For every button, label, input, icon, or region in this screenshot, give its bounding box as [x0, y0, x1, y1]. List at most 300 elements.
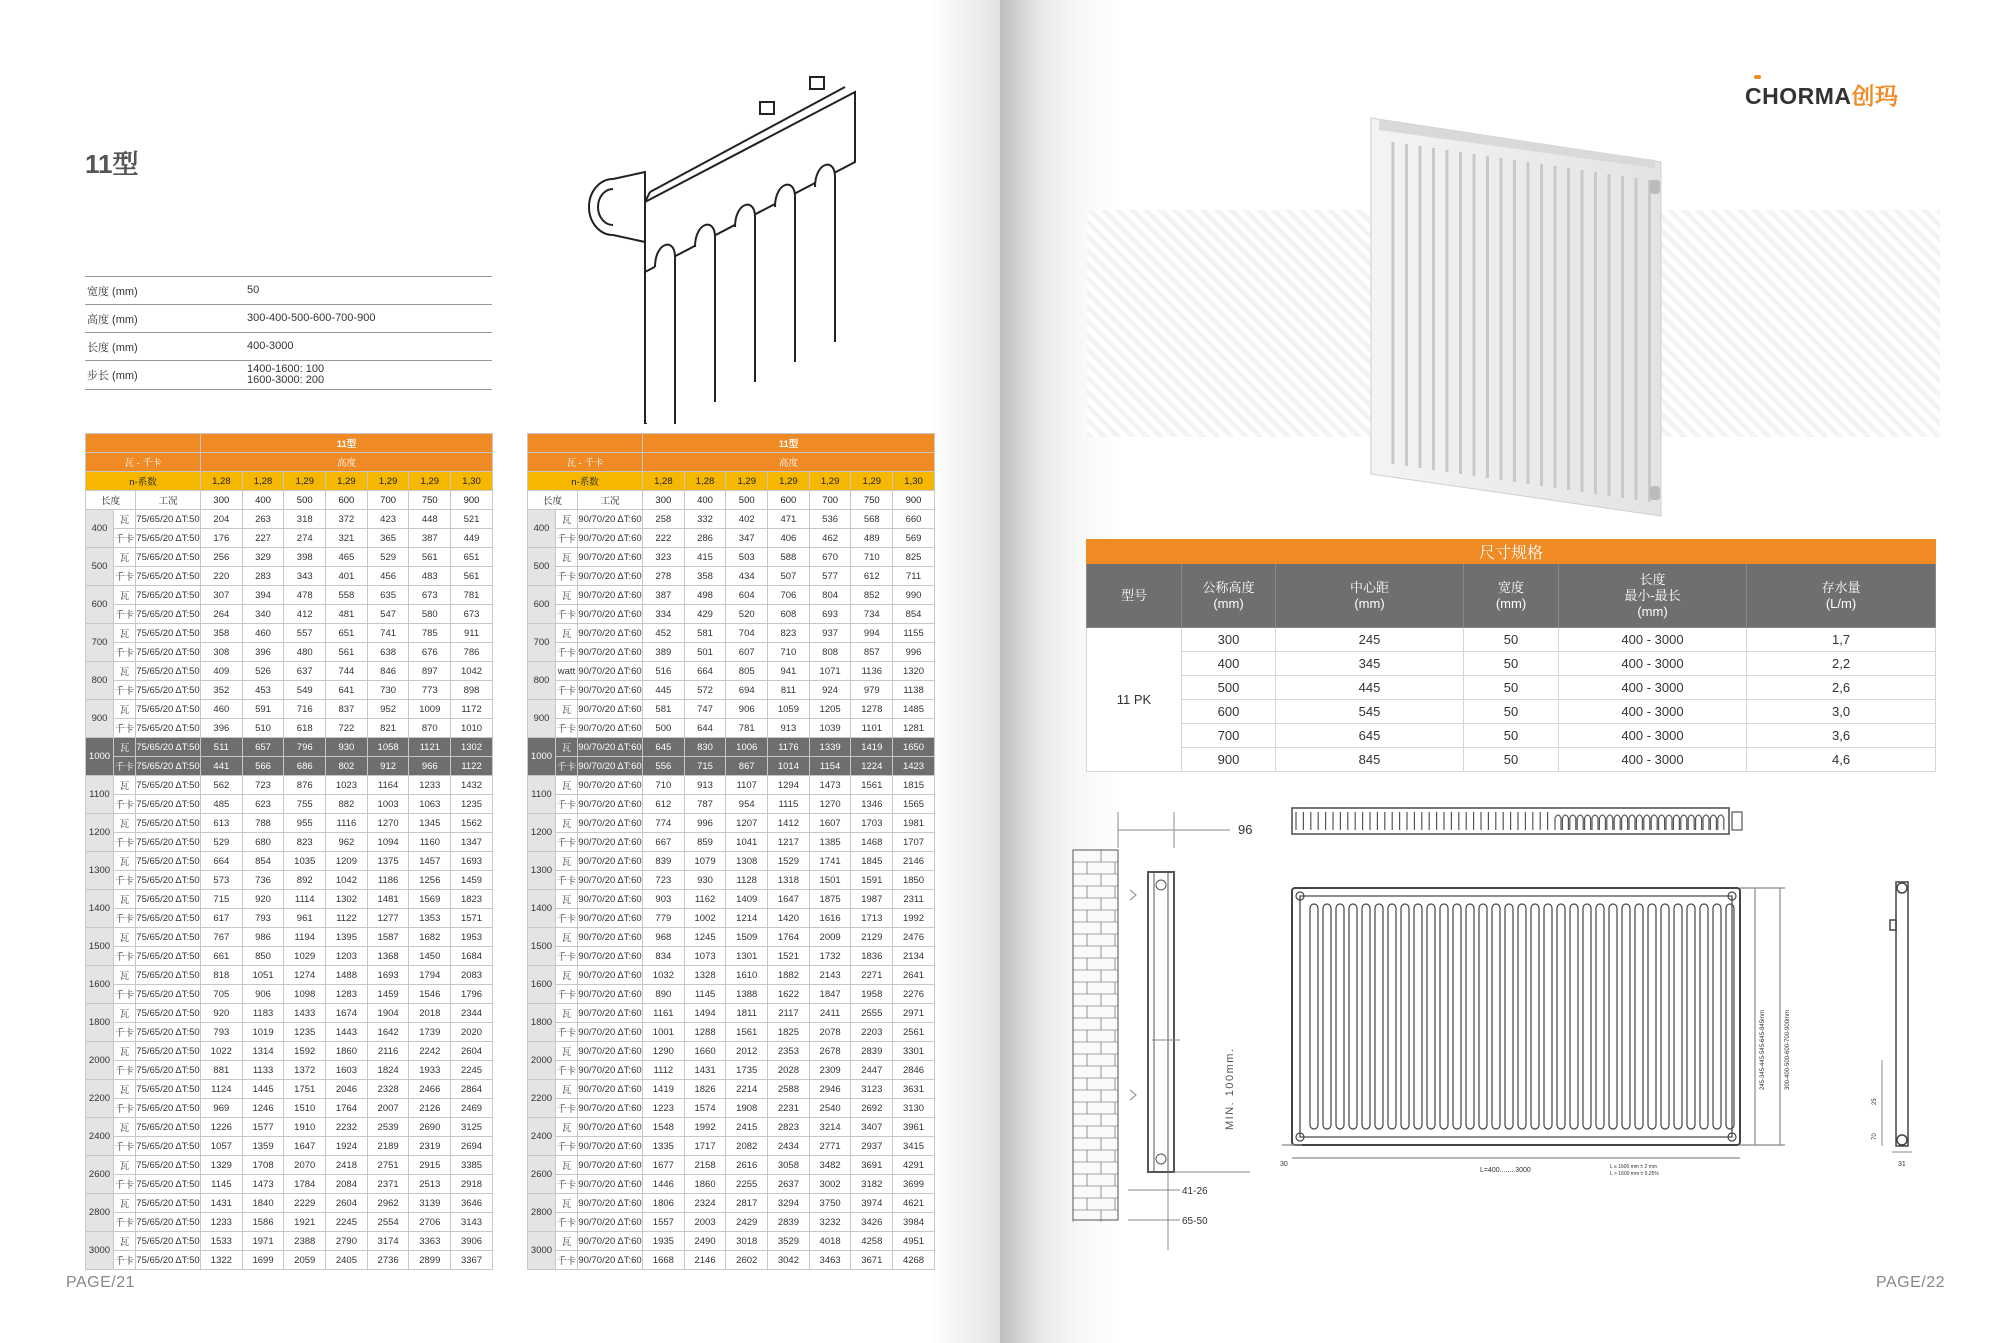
unit-cell: 瓦 — [556, 1042, 578, 1061]
length-cell: 900 — [528, 700, 556, 738]
value-cell: 460 — [201, 700, 243, 719]
height-value: 300 — [201, 491, 243, 510]
condition-cell: 90/70/20 ΔT:60 — [578, 548, 643, 567]
table-row — [528, 795, 935, 814]
table-row — [86, 985, 493, 1004]
page-title: 11型 — [85, 149, 139, 179]
value-cell: 1992 — [893, 909, 935, 928]
value-cell: 1328 — [684, 966, 726, 985]
table-row — [86, 1099, 493, 1118]
value-cell: 4268 — [893, 1251, 935, 1270]
condition-cell: 75/65/20 ΔT:50 — [136, 738, 201, 757]
value-cell: 779 — [643, 909, 685, 928]
value-cell: 1042 — [326, 871, 368, 890]
value-cell: 1548 — [643, 1118, 685, 1137]
value-cell: 2134 — [893, 947, 935, 966]
height-value: 500 — [726, 491, 768, 510]
value-cell: 2466 — [409, 1080, 451, 1099]
value-cell: 1546 — [409, 985, 451, 1004]
value-cell: 389 — [643, 643, 685, 662]
value-cell: 716 — [284, 700, 326, 719]
value-cell: 1209 — [326, 852, 368, 871]
value-cell: 607 — [726, 643, 768, 662]
value-cell: 2641 — [893, 966, 935, 985]
value-cell: 705 — [201, 985, 243, 1004]
value-cell: 358 — [201, 624, 243, 643]
value-cell: 898 — [451, 681, 493, 700]
value-cell: 286 — [684, 529, 726, 548]
value-cell: 1845 — [851, 852, 893, 871]
unit-cell: 瓦 — [556, 966, 578, 985]
height-value: 300 — [643, 491, 685, 510]
table-row — [86, 738, 493, 757]
value-cell: 1375 — [367, 852, 409, 871]
value-cell: 1246 — [242, 1099, 284, 1118]
value-cell: 1847 — [809, 985, 851, 1004]
value-cell: 1591 — [851, 871, 893, 890]
n-label: n-系数 — [528, 472, 643, 491]
table-row — [86, 1194, 493, 1213]
value-cell: 3984 — [893, 1213, 935, 1232]
length-cell: 2000 — [86, 1042, 114, 1080]
radiator-isometric-drawing — [585, 72, 875, 424]
value-cell: 1592 — [284, 1042, 326, 1061]
value-cell: 736 — [242, 871, 284, 890]
value-cell: 608 — [768, 605, 810, 624]
value-cell: 1270 — [367, 814, 409, 833]
condition-cell: 90/70/20 ΔT:60 — [578, 947, 643, 966]
table-row — [528, 1137, 935, 1156]
value-cell: 1459 — [367, 985, 409, 1004]
value-cell: 1288 — [684, 1023, 726, 1042]
output-table-90-70 — [527, 433, 934, 1270]
spec-cell: 400 - 3000 — [1559, 724, 1747, 748]
value-cell: 204 — [201, 510, 243, 529]
value-cell: 1459 — [451, 871, 493, 890]
dim-centers: 245-345-445-545-645-845mm — [1760, 1009, 1766, 1090]
value-cell: 676 — [409, 643, 451, 662]
value-cell: 1098 — [284, 985, 326, 1004]
value-cell: 1329 — [201, 1156, 243, 1175]
n-value: 1,29 — [284, 472, 326, 491]
condition-cell: 75/65/20 ΔT:50 — [136, 662, 201, 681]
condition-cell: 75/65/20 ΔT:50 — [136, 947, 201, 966]
table-row — [528, 928, 935, 947]
condition-cell: 90/70/20 ΔT:60 — [578, 909, 643, 928]
n-value: 1,29 — [726, 472, 768, 491]
value-cell: 612 — [851, 567, 893, 586]
table-row — [86, 662, 493, 681]
value-cell: 2637 — [768, 1175, 810, 1194]
value-cell: 1019 — [242, 1023, 284, 1042]
value-cell: 2790 — [326, 1232, 368, 1251]
condition-cell: 90/70/20 ΔT:60 — [578, 624, 643, 643]
value-cell: 1660 — [684, 1042, 726, 1061]
value-cell: 793 — [242, 909, 284, 928]
table-row — [528, 681, 935, 700]
condition-cell: 75/65/20 ΔT:50 — [136, 1023, 201, 1042]
value-cell: 2539 — [367, 1118, 409, 1137]
value-cell: 1235 — [284, 1023, 326, 1042]
value-cell: 580 — [409, 605, 451, 624]
value-cell: 1784 — [284, 1175, 326, 1194]
value-cell: 1115 — [768, 795, 810, 814]
value-cell: 903 — [643, 890, 685, 909]
value-cell: 4291 — [893, 1156, 935, 1175]
value-cell: 321 — [326, 529, 368, 548]
height-value: 600 — [326, 491, 368, 510]
value-cell: 1622 — [768, 985, 810, 1004]
unit-cell: 瓦 — [114, 1156, 136, 1175]
value-cell: 1003 — [367, 795, 409, 814]
value-cell: 1308 — [726, 852, 768, 871]
value-cell: 3174 — [367, 1232, 409, 1251]
value-cell: 920 — [242, 890, 284, 909]
unit-cell: 瓦 — [114, 624, 136, 643]
length-cell: 2000 — [528, 1042, 556, 1080]
spec-cell: 50 — [1464, 700, 1559, 724]
table-row — [528, 1213, 935, 1232]
unit-cell: 瓦 — [114, 852, 136, 871]
condition-cell: 75/65/20 ΔT:50 — [136, 1137, 201, 1156]
condition-cell: 90/70/20 ΔT:60 — [578, 643, 643, 662]
table-header-row — [528, 434, 935, 453]
value-cell: 2229 — [284, 1194, 326, 1213]
value-cell: 2616 — [726, 1156, 768, 1175]
value-cell: 882 — [326, 795, 368, 814]
value-cell: 1114 — [284, 890, 326, 909]
height-value: 900 — [893, 491, 935, 510]
table-row — [86, 909, 493, 928]
length-cell: 700 — [86, 624, 114, 662]
value-cell: 1014 — [768, 757, 810, 776]
value-cell: 547 — [367, 605, 409, 624]
table-row — [528, 947, 935, 966]
table-title: 11型 — [201, 434, 493, 453]
unit-cell: 瓦 — [114, 928, 136, 947]
value-cell: 1823 — [451, 890, 493, 909]
value-cell: 1650 — [893, 738, 935, 757]
value-cell: 2692 — [851, 1099, 893, 1118]
unit-cell: 瓦 — [114, 814, 136, 833]
n-coefficient-row — [528, 472, 935, 491]
value-cell: 526 — [242, 662, 284, 681]
condition-cell: 75/65/20 ΔT:50 — [136, 586, 201, 605]
unit-cell: 千卡 — [114, 1023, 136, 1042]
value-cell: 1022 — [201, 1042, 243, 1061]
value-cell: 906 — [242, 985, 284, 1004]
table-row — [528, 890, 935, 909]
table-row — [86, 947, 493, 966]
length-cell: 2200 — [86, 1080, 114, 1118]
value-cell: 1860 — [684, 1175, 726, 1194]
value-cell: 1713 — [851, 909, 893, 928]
value-cell: 1562 — [451, 814, 493, 833]
condition-cell: 75/65/20 ΔT:50 — [136, 966, 201, 985]
condition-cell: 90/70/20 ΔT:60 — [578, 662, 643, 681]
value-cell: 2018 — [409, 1004, 451, 1023]
value-cell: 1010 — [451, 719, 493, 738]
value-cell: 1509 — [726, 928, 768, 947]
value-cell: 1908 — [726, 1099, 768, 1118]
value-cell: 1992 — [684, 1118, 726, 1137]
value-cell: 1217 — [768, 833, 810, 852]
table-row — [86, 1232, 493, 1251]
page-number-right: PAGE/22 — [1876, 1274, 1946, 1291]
unit-cell: 瓦 — [556, 890, 578, 909]
value-cell: 452 — [643, 624, 685, 643]
value-cell: 2046 — [326, 1080, 368, 1099]
table-row — [86, 700, 493, 719]
table-row — [86, 833, 493, 852]
value-cell: 664 — [201, 852, 243, 871]
tolerance-note-2: L > 1600 mm ± 0.25% — [1610, 1171, 1659, 1177]
value-cell: 1302 — [451, 738, 493, 757]
value-cell: 3974 — [851, 1194, 893, 1213]
height-value: 600 — [768, 491, 810, 510]
value-cell: 1741 — [809, 852, 851, 871]
length-cell: 600 — [528, 586, 556, 624]
value-cell: 1042 — [451, 662, 493, 681]
length-cell: 900 — [86, 700, 114, 738]
value-cell: 1194 — [284, 928, 326, 947]
condition-cell: 75/65/20 ΔT:50 — [136, 1232, 201, 1251]
spec-row — [1087, 628, 1936, 652]
value-cell: 2418 — [326, 1156, 368, 1175]
length-cell: 1200 — [528, 814, 556, 852]
value-cell: 1796 — [451, 985, 493, 1004]
value-cell: 503 — [726, 548, 768, 567]
value-cell: 1840 — [242, 1194, 284, 1213]
value-cell: 1521 — [768, 947, 810, 966]
spec-cell: 1,7 — [1747, 628, 1936, 652]
value-cell: 2706 — [409, 1213, 451, 1232]
spec-cell: 50 — [1464, 748, 1559, 772]
value-cell: 3482 — [809, 1156, 851, 1175]
unit-cell: 千卡 — [114, 757, 136, 776]
value-cell: 1079 — [684, 852, 726, 871]
length-cell: 400 — [86, 510, 114, 548]
value-cell: 396 — [201, 719, 243, 738]
value-cell: 3232 — [809, 1213, 851, 1232]
value-cell: 2007 — [367, 1099, 409, 1118]
value-cell: 996 — [684, 814, 726, 833]
n-value: 1,30 — [893, 472, 935, 491]
value-cell: 1301 — [726, 947, 768, 966]
value-cell: 1128 — [726, 871, 768, 890]
output-table — [85, 433, 493, 1270]
unit-cell: 千卡 — [556, 1213, 578, 1232]
unit-cell: 瓦 — [556, 814, 578, 833]
value-cell: 2817 — [726, 1194, 768, 1213]
value-cell: 1446 — [643, 1175, 685, 1194]
table-header-row — [86, 453, 493, 472]
length-cell: 2800 — [86, 1194, 114, 1232]
unit-cell: 千卡 — [556, 643, 578, 662]
value-cell: 1794 — [409, 966, 451, 985]
value-cell: 613 — [201, 814, 243, 833]
output-table-75-65 — [85, 433, 492, 1270]
value-cell: 480 — [284, 643, 326, 662]
value-cell: 715 — [201, 890, 243, 909]
value-cell: 2469 — [451, 1099, 493, 1118]
value-cell: 409 — [201, 662, 243, 681]
value-cell: 1122 — [326, 909, 368, 928]
value-cell: 722 — [326, 719, 368, 738]
value-cell: 1233 — [201, 1213, 243, 1232]
value-cell: 710 — [643, 776, 685, 795]
value-cell: 3699 — [893, 1175, 935, 1194]
value-cell: 1577 — [242, 1118, 284, 1137]
value-cell: 638 — [367, 643, 409, 662]
table-row — [86, 1023, 493, 1042]
value-cell: 1423 — [893, 757, 935, 776]
spec-cell: 400 - 3000 — [1559, 748, 1747, 772]
condition-cell: 90/70/20 ΔT:60 — [578, 1194, 643, 1213]
value-cell: 581 — [684, 624, 726, 643]
value-cell: 3294 — [768, 1194, 810, 1213]
value-cell: 2126 — [409, 1099, 451, 1118]
table-row — [86, 966, 493, 985]
value-cell: 657 — [242, 738, 284, 757]
condition-cell: 75/65/20 ΔT:50 — [136, 833, 201, 852]
unit-cell: 瓦 — [114, 966, 136, 985]
height-value: 400 — [684, 491, 726, 510]
spec-header-cell: 中心距 (mm) — [1276, 564, 1464, 628]
value-cell: 968 — [643, 928, 685, 947]
condition-cell: 90/70/20 ΔT:60 — [578, 928, 643, 947]
condition-cell: 90/70/20 ΔT:60 — [578, 1061, 643, 1080]
table-row — [528, 510, 935, 529]
value-cell: 2319 — [409, 1137, 451, 1156]
value-cell: 651 — [451, 548, 493, 567]
value-cell: 2946 — [809, 1080, 851, 1099]
value-cell: 1875 — [809, 890, 851, 909]
value-cell: 793 — [201, 1023, 243, 1042]
value-cell: 387 — [409, 529, 451, 548]
height-value: 700 — [367, 491, 409, 510]
unit-cell: 瓦 — [556, 1080, 578, 1099]
value-cell: 694 — [726, 681, 768, 700]
unit-cell: 瓦 — [556, 1232, 578, 1251]
value-cell: 906 — [726, 700, 768, 719]
value-cell: 3415 — [893, 1137, 935, 1156]
value-cell: 3182 — [851, 1175, 893, 1194]
value-cell: 2020 — [451, 1023, 493, 1042]
value-cell: 274 — [284, 529, 326, 548]
value-cell: 839 — [643, 852, 685, 871]
value-cell: 1233 — [409, 776, 451, 795]
value-cell: 2070 — [284, 1156, 326, 1175]
condition-cell: 90/70/20 ΔT:60 — [578, 1080, 643, 1099]
value-cell: 1226 — [201, 1118, 243, 1137]
value-cell: 693 — [809, 605, 851, 624]
value-cell: 415 — [684, 548, 726, 567]
unit-cell: 千卡 — [114, 681, 136, 700]
value-cell: 1029 — [284, 947, 326, 966]
value-cell: 1826 — [684, 1080, 726, 1099]
unit-cell: 瓦 — [114, 510, 136, 529]
value-cell: 1205 — [809, 700, 851, 719]
value-cell: 1533 — [201, 1232, 243, 1251]
value-cell: 2328 — [367, 1080, 409, 1099]
value-cell: 996 — [893, 643, 935, 662]
value-cell: 787 — [684, 795, 726, 814]
length-cell: 1500 — [86, 928, 114, 966]
value-cell: 706 — [768, 586, 810, 605]
table-row — [528, 1080, 935, 1099]
value-cell: 507 — [768, 567, 810, 586]
value-cell: 3631 — [893, 1080, 935, 1099]
value-cell: 1320 — [893, 662, 935, 681]
condition-cell: 75/65/20 ΔT:50 — [136, 852, 201, 871]
length-cell: 500 — [528, 548, 556, 586]
table-row — [528, 985, 935, 1004]
unit-cell: 千卡 — [556, 529, 578, 548]
length-cell: 1800 — [86, 1004, 114, 1042]
value-cell: 536 — [809, 510, 851, 529]
dim-70: 70 — [1872, 1133, 1878, 1140]
value-cell: 715 — [684, 757, 726, 776]
table-row — [86, 719, 493, 738]
value-cell: 1183 — [242, 1004, 284, 1023]
value-cell: 612 — [643, 795, 685, 814]
value-cell: 1001 — [643, 1023, 685, 1042]
value-cell: 445 — [643, 681, 685, 700]
value-cell: 308 — [201, 643, 243, 662]
value-cell: 1529 — [768, 852, 810, 871]
table-row — [528, 852, 935, 871]
value-cell: 4258 — [851, 1232, 893, 1251]
value-cell: 1647 — [768, 890, 810, 909]
value-cell: 1235 — [451, 795, 493, 814]
value-cell: 453 — [242, 681, 284, 700]
value-cell: 1682 — [409, 928, 451, 947]
value-cell: 1207 — [726, 814, 768, 833]
value-cell: 1703 — [851, 814, 893, 833]
table-row — [528, 548, 935, 567]
unit-cell: 千卡 — [556, 757, 578, 776]
spec-key: 宽度 (mm) — [87, 285, 138, 298]
value-cell: 805 — [726, 662, 768, 681]
value-cell: 549 — [284, 681, 326, 700]
value-cell: 1668 — [643, 1251, 685, 1270]
value-cell: 1035 — [284, 852, 326, 871]
unit-cell: 瓦 — [114, 548, 136, 567]
length-cell: 2600 — [86, 1156, 114, 1194]
table-row — [86, 1042, 493, 1061]
value-cell: 2434 — [768, 1137, 810, 1156]
value-cell: 3214 — [809, 1118, 851, 1137]
condition-cell: 75/65/20 ΔT:50 — [136, 1194, 201, 1213]
value-cell: 2736 — [367, 1251, 409, 1270]
unit-cell: 千卡 — [114, 1213, 136, 1232]
spec-cell: 445 — [1276, 676, 1464, 700]
value-cell: 4621 — [893, 1194, 935, 1213]
length-cell: 1800 — [528, 1004, 556, 1042]
value-cell: 781 — [726, 719, 768, 738]
value-cell: 818 — [201, 966, 243, 985]
unit-cell: 瓦 — [556, 928, 578, 947]
value-cell: 456 — [367, 567, 409, 586]
value-cell: 478 — [284, 586, 326, 605]
value-cell: 1353 — [409, 909, 451, 928]
value-cell: 2232 — [326, 1118, 368, 1137]
length-cell: 700 — [528, 624, 556, 662]
condition-cell: 90/70/20 ΔT:60 — [578, 871, 643, 890]
unit-cell: 千卡 — [114, 909, 136, 928]
value-cell: 686 — [284, 757, 326, 776]
